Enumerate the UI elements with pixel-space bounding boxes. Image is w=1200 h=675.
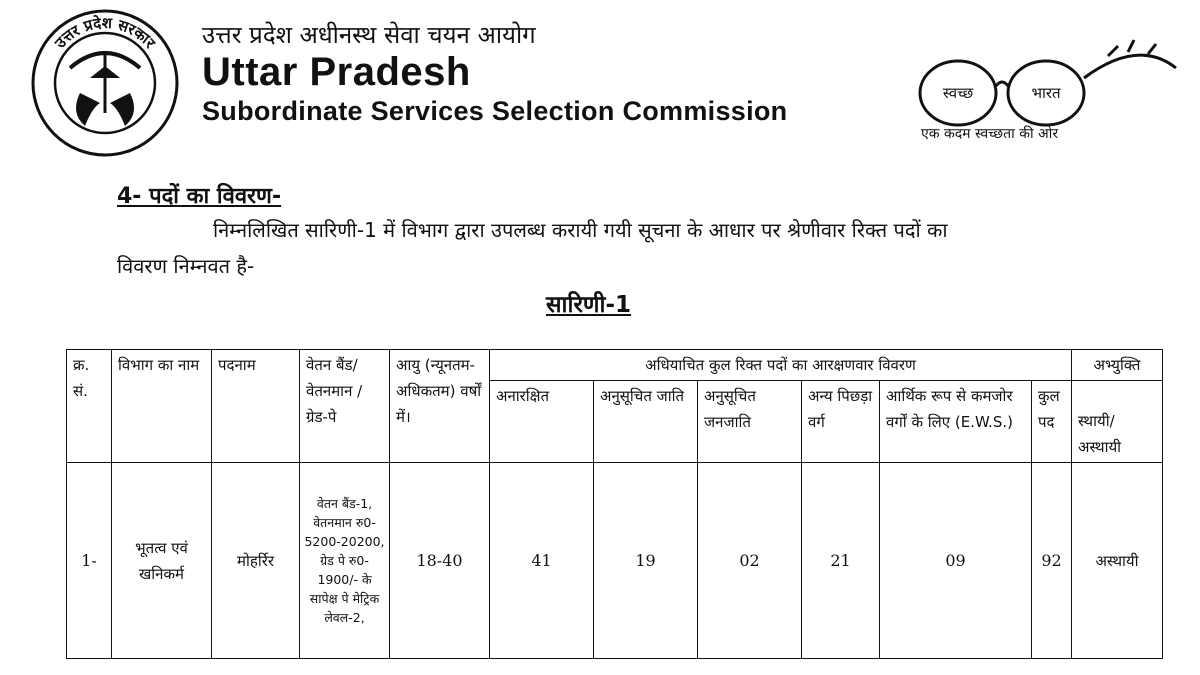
header-pay-band: वेतन बैंड/ वेतनमान /ग्रेड-पे [300,350,390,463]
cell-obc: 21 [802,463,880,659]
cell-age: 18-40 [390,463,490,659]
cell-department: भूतत्व एवं खनिकर्म [112,463,212,659]
cell-total: 92 [1032,463,1072,659]
up-government-emblem [30,8,180,158]
cell-sno: 1- [67,463,112,659]
cell-status: अस्थायी [1072,463,1163,659]
section-title: 4- पदों का विवरण- [117,184,282,209]
header-remarks: अभ्युक्ति [1072,350,1163,381]
cell-pay-band: वेतन बैंड-1, वेतनमान रु0-5200-20200, ग्रेड पे रु0-1900/- के सापेक्ष पे मेट्रिक लेवल-2, [300,463,390,659]
commission-english-name-line2: Subordinate Services Selection Commission [202,96,788,126]
svg-text:स्वच्छ: स्वच्छ [942,84,974,102]
commission-english-name-line1: Uttar Pradesh [202,50,471,94]
header-department: विभाग का नाम [112,350,212,463]
header-status: स्थायी/ अस्थायी [1072,381,1163,463]
swachh-bharat-tagline: एक कदम स्वच्छता की ओर [921,126,1059,142]
header-sc: अनुसूचित जाति [594,381,698,463]
cell-sc: 19 [594,463,698,659]
header-obc: अन्य पिछड़ा वर्ग [802,381,880,463]
table-row [67,463,1163,659]
cell-post-name: मोहर्रिर [212,463,300,659]
table-title: सारिणी-1 [546,292,632,318]
header-ews: आर्थिक रूप से कमजोर वर्गों के लिए (E.W.S.) [880,381,1032,463]
cell-ews: 09 [880,463,1032,659]
header-total: कुल पद [1032,381,1072,463]
intro-paragraph-line1: निम्नलिखित सारिणी-1 में विभाग द्वारा उपलब्ध करायी गयी सूचना के आधार पर श्रेणीवार रिक्त पदों का [213,218,948,242]
post-details-table [66,349,1163,659]
header-unreserved: अनारक्षित [490,381,594,463]
commission-hindi-name: उत्तर प्रदेश अधीनस्थ सेवा चयन आयोग [202,21,536,49]
header-age: आयु (न्यूनतम-अधिकतम) वर्षों में। [390,350,490,463]
header-reservation-group: अधियाचित कुल रिक्त पदों का आरक्षणवार विवरण [490,350,1072,381]
svg-text:उत्तर प्रदेश सरकार: उत्तर प्रदेश सरकार [51,13,159,52]
svg-text:भारत: भारत [1031,84,1061,102]
header-st: अनुसूचित जनजाति [698,381,802,463]
header-sno: क्र. सं. [67,350,112,463]
intro-paragraph-line2: विवरण निम्नवत है- [117,254,255,278]
header-post-name: पदनाम [212,350,300,463]
cell-st: 02 [698,463,802,659]
cell-unreserved: 41 [490,463,594,659]
